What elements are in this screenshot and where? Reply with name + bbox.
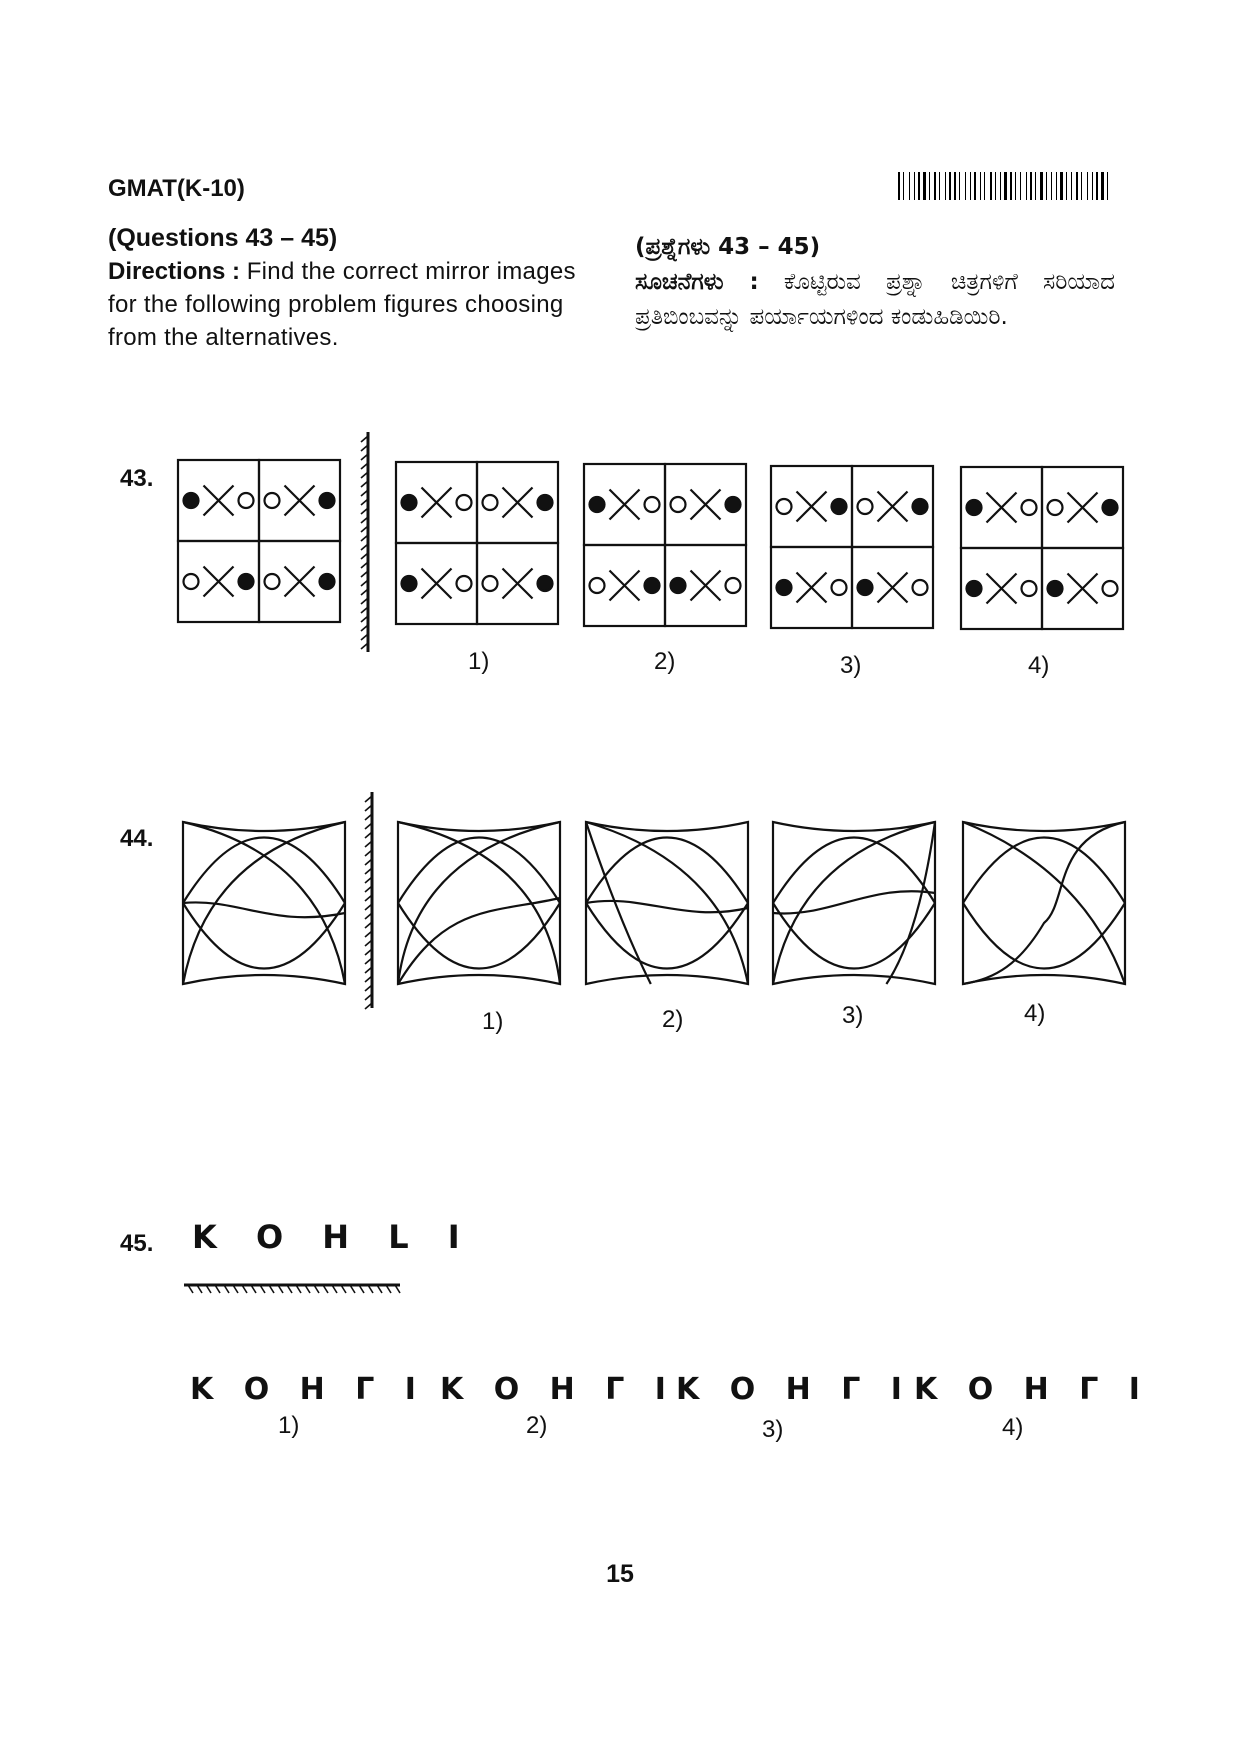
kannada-questions-heading: (ಪ್ರಶ್ನೆಗಳು 43 – 45) [635, 234, 821, 260]
q45-option-2-label: 2) [526, 1412, 548, 1439]
page-number: 15 [606, 1560, 634, 1588]
q45-problem-word: K O H L I [192, 1218, 474, 1256]
english-directions-text: Find the correct mirror images for the following problem figures choosing from the alternatives. [108, 258, 576, 351]
q45-option-4-label: 4) [1002, 1414, 1024, 1441]
q43-option-2-label: 2) [654, 648, 676, 675]
q43-mirror-icon [361, 432, 368, 652]
q43-option-4-label: 4) [1028, 652, 1050, 679]
q44-option-2-figure [586, 822, 748, 984]
q45-option-2-word: K O H Γ I [440, 1372, 676, 1407]
q45-option-3-word: K O H Γ I [676, 1372, 912, 1407]
q45-option-3-label: 3) [762, 1416, 784, 1443]
kannada-directions-label: ಸೂಚನೆಗಳು : [635, 269, 759, 295]
q44-option-3-label: 3) [842, 1002, 864, 1029]
question-43-number: 43. [120, 465, 154, 492]
q43-option-1-label: 1) [468, 648, 490, 675]
q44-problem-figure [183, 822, 345, 984]
kannada-directions-text: ಕೊಟ್ಟಿರುವ ಪ್ರಶ್ನಾ ಚಿತ್ರಗಳಿಗೆ ಸರಿಯಾದ ಪ್ರತಿಬಿಂಬವನ್ನು ಪರ್ಯಾಯಗಳಿಂದ ಕಂಡುಹಿಡಿಯಿರಿ. [635, 269, 1115, 330]
q43-option-4-figure [961, 467, 1123, 629]
q44-option-4-label: 4) [1024, 1000, 1046, 1027]
q43-problem-figure [178, 460, 340, 622]
question-44-number: 44. [120, 825, 154, 852]
q43-option-3-figure [771, 466, 933, 628]
q45-option-1-word: K O H Γ I [190, 1372, 426, 1407]
q43-option-3-label: 3) [840, 652, 862, 679]
q44-mirror-icon [365, 792, 372, 1009]
q44-option-2-label: 2) [662, 1006, 684, 1033]
english-directions-label: Directions : [108, 258, 241, 285]
paper-code: GMAT(K-10) [108, 175, 245, 202]
q44-option-1-label: 1) [482, 1008, 504, 1035]
q43-option-2-figure [584, 464, 746, 626]
q45-option-1-label: 1) [278, 1412, 300, 1439]
q45-option-4-word: K O H Γ I [914, 1372, 1150, 1407]
q44-option-4-figure [963, 822, 1125, 984]
question-45-number: 45. [120, 1230, 154, 1257]
q44-option-3-figure [773, 822, 935, 984]
english-questions-heading: (Questions 43 – 45) [108, 224, 338, 252]
q44-option-1-figure [398, 822, 560, 984]
q43-option-1-figure [396, 462, 558, 624]
q45-mirror-icon [184, 1285, 400, 1293]
